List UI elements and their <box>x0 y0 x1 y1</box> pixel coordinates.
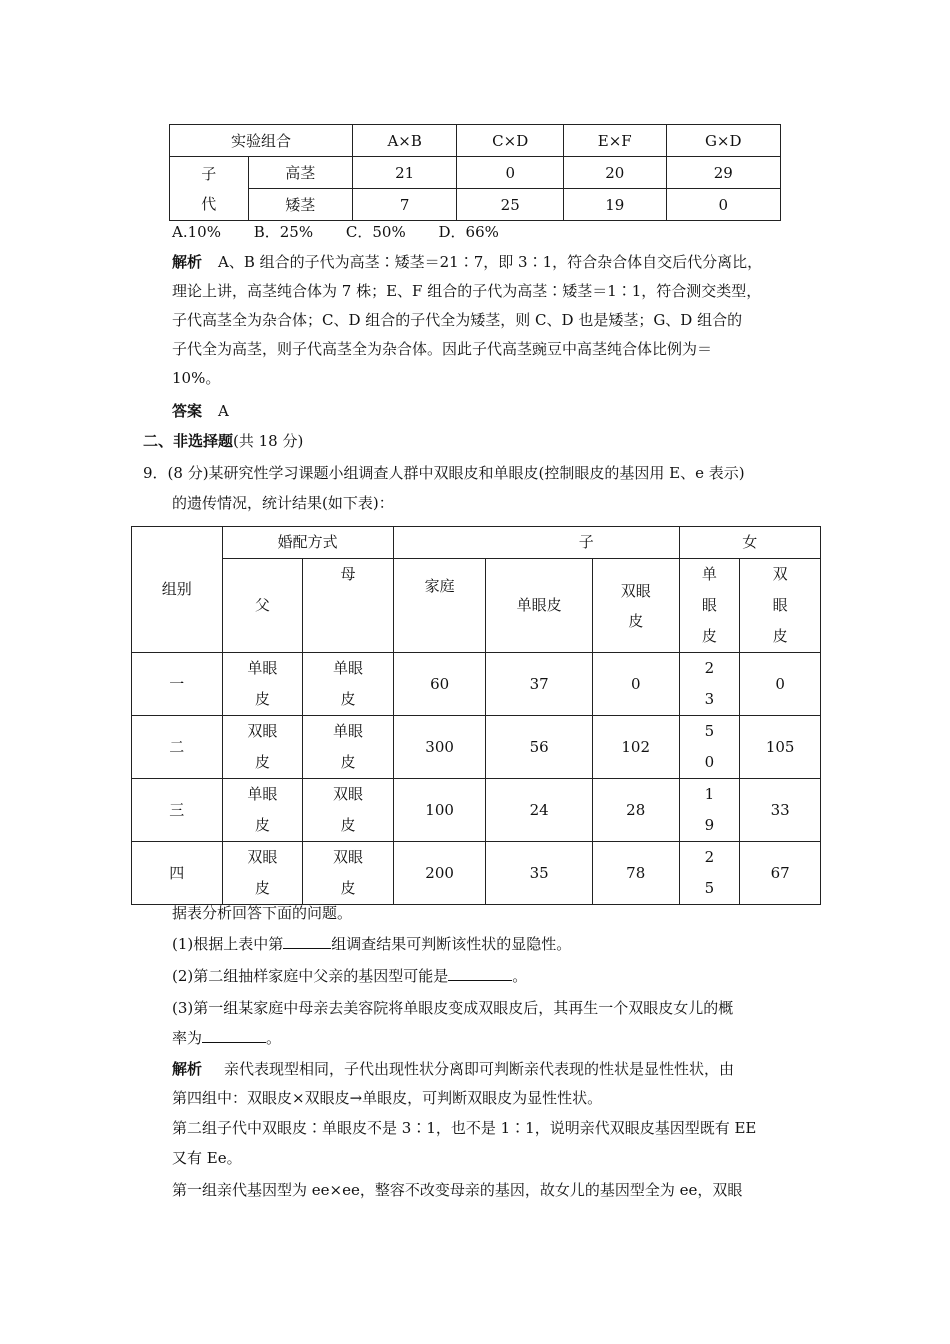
group-label-char: 代 <box>201 194 217 213</box>
header-female-single <box>679 559 740 653</box>
option-b: B．25% <box>253 223 314 241</box>
group-cell: 二 <box>132 716 223 779</box>
father-text: 双眼皮 <box>247 722 278 771</box>
answer-line <box>172 397 229 426</box>
family-cell: 60 <box>393 653 486 716</box>
analysis-text: A、B 组合的子代为高茎∶矮茎＝21∶7，即 3∶1，符合杂合体自交后代分离比， <box>218 253 763 271</box>
father-text: 单眼皮 <box>247 659 278 708</box>
group-label-char: 子 <box>201 164 217 183</box>
table-header-cell: A×B <box>352 125 457 157</box>
table-row <box>170 125 781 157</box>
mother-cell <box>303 653 394 716</box>
analysis-text: 亲代表现型相同，子代出现性状分离即可判断亲代表现的性状是显性性状，由 <box>224 1060 735 1078</box>
mother-text: 双眼皮 <box>333 785 364 834</box>
mother-cell <box>303 779 394 842</box>
table-header-cell: E×F <box>563 125 666 157</box>
analysis-line <box>172 248 822 277</box>
female-double-cell: 67 <box>740 842 821 905</box>
option-a: A.10% <box>172 223 221 241</box>
analysis-2-line1 <box>172 1055 734 1084</box>
female-single-cell <box>679 716 740 779</box>
group-cell: 一 <box>132 653 223 716</box>
group-label-cell <box>170 157 249 221</box>
question-2 <box>172 962 527 991</box>
mother-text: 单眼皮 <box>333 659 364 708</box>
header-child-text: 子 <box>578 533 594 551</box>
double-cell: 102 <box>592 716 679 779</box>
analysis-2-line3: 第二组子代中双眼皮∶单眼皮不是 3∶1，也不是 1∶1，说明亲代双眼皮基因型既有 EE <box>172 1119 757 1137</box>
female-single-text: 23 <box>704 659 715 708</box>
table-cell: 25 <box>457 189 564 221</box>
table-cell: 29 <box>666 157 781 189</box>
header-group: 组别 <box>132 527 223 653</box>
table-header-cell: 实验组合 <box>170 125 353 157</box>
question-3-line2 <box>172 1024 281 1053</box>
header-family: 家庭 <box>393 559 486 653</box>
section-title <box>143 427 303 456</box>
header-double-text: 双眼皮 <box>620 581 651 630</box>
section-title-text: 二、非选择题 <box>143 432 234 450</box>
father-cell <box>222 842 303 905</box>
experiment-table <box>169 124 781 221</box>
analysis-label: 解析 <box>172 253 203 271</box>
header-double <box>592 559 679 653</box>
table-row <box>170 157 781 189</box>
father-cell <box>222 653 303 716</box>
analysis-line: 10%。 <box>172 369 221 387</box>
single-cell: 24 <box>486 779 592 842</box>
group-cell: 四 <box>132 842 223 905</box>
double-cell: 28 <box>592 779 679 842</box>
table-header-cell: G×D <box>666 125 781 157</box>
double-cell: 0 <box>592 653 679 716</box>
table-cell: 0 <box>457 157 564 189</box>
table-cell: 7 <box>352 189 457 221</box>
header-child <box>393 527 679 559</box>
analysis-line: 理论上讲，高茎纯合体为 7 株；E、F 组合的子代为高茎∶矮茎＝1∶1，符合测交类型， <box>172 282 762 300</box>
row-label-cell: 矮茎 <box>248 189 352 221</box>
answer-blank[interactable] <box>202 1026 266 1043</box>
female-single-cell <box>679 842 740 905</box>
header-mating: 婚配方式 <box>222 527 393 559</box>
father-cell <box>222 716 303 779</box>
table-cell: 21 <box>352 157 457 189</box>
answer-label: 答案 <box>172 402 203 420</box>
single-cell: 35 <box>486 842 592 905</box>
table-row <box>132 779 821 842</box>
analysis-block-1 <box>172 248 822 393</box>
table-header-cell: C×D <box>457 125 564 157</box>
answer-blank[interactable] <box>283 932 331 949</box>
table-cell: 20 <box>563 157 666 189</box>
family-cell: 100 <box>393 779 486 842</box>
group-cell: 三 <box>132 779 223 842</box>
female-double-cell: 0 <box>740 653 821 716</box>
question-1-before: (1)根据上表中第 <box>172 935 284 953</box>
question-intro: 据表分析回答下面的问题。 <box>172 904 353 922</box>
single-cell: 37 <box>486 653 592 716</box>
question-3-line1: (3)第一组某家庭中母亲去美容院将单眼皮变成双眼皮后，其再生一个双眼皮女儿的概 <box>172 999 734 1017</box>
question-2-before: (2)第二组抽样家庭中父亲的基因型可能是 <box>172 967 449 985</box>
analysis-2-line2: 第四组中：双眼皮×双眼皮→单眼皮，可判断双眼皮为显性性状。 <box>172 1089 603 1107</box>
answer-value: A <box>218 402 229 420</box>
header-female-double-text: 双眼皮 <box>772 565 788 645</box>
table-row <box>132 559 821 653</box>
analysis-label: 解析 <box>172 1060 203 1078</box>
table-cell: 0 <box>666 189 781 221</box>
question-1 <box>172 930 571 959</box>
female-single-cell <box>679 779 740 842</box>
female-single-text: 50 <box>704 722 715 771</box>
answer-blank[interactable] <box>448 964 512 981</box>
mother-text: 双眼皮 <box>333 848 364 897</box>
question-3-before: 率为 <box>172 1029 203 1047</box>
analysis-2-line5: 第一组亲代基因型为 ee×ee，整容不改变母亲的基因，故女儿的基因型全为 ee，双眼 <box>172 1181 743 1199</box>
header-female: 女 <box>679 527 820 559</box>
option-c: C．50% <box>345 223 406 241</box>
mother-cell <box>303 842 394 905</box>
mother-text: 单眼皮 <box>333 722 364 771</box>
question-2-after: 。 <box>512 967 528 985</box>
row-label-cell: 高茎 <box>248 157 352 189</box>
question-1-after: 组调查结果可判断该性状的显隐性。 <box>331 935 572 953</box>
header-single: 单眼皮 <box>486 559 592 653</box>
question-9-line1: 9．(8 分)某研究性学习课题小组调查人群中双眼皮和单眼皮(控制眼皮的基因用 E、e 表示) <box>143 464 745 482</box>
analysis-2-line4: 又有 Ee。 <box>172 1149 242 1167</box>
single-cell: 56 <box>486 716 592 779</box>
father-text: 双眼皮 <box>247 848 278 897</box>
answer-options <box>172 218 499 247</box>
family-cell: 200 <box>393 842 486 905</box>
female-double-cell: 33 <box>740 779 821 842</box>
double-cell: 78 <box>592 842 679 905</box>
table-row <box>132 527 821 559</box>
analysis-line: 子代全为高茎，则子代高茎全为杂合体。因此子代高茎豌豆中高茎纯合体比例为＝ <box>172 340 713 358</box>
question-9-line2: 的遗传情况，统计结果(如下表)： <box>172 494 394 512</box>
father-cell <box>222 779 303 842</box>
family-cell: 300 <box>393 716 486 779</box>
female-single-text: 19 <box>704 785 715 834</box>
header-female-double <box>740 559 821 653</box>
header-female-single-text: 单眼皮 <box>701 565 717 645</box>
table-row <box>132 653 821 716</box>
survey-table <box>131 526 821 905</box>
header-father: 父 <box>222 559 303 653</box>
analysis-line: 子代高茎全为杂合体；C、D 组合的子代全为矮茎，则 C、D 也是矮茎；G、D 组合的 <box>172 311 743 329</box>
section-title-suffix: (共 18 分) <box>233 432 304 450</box>
table-row <box>132 716 821 779</box>
option-d: D．66% <box>438 223 499 241</box>
female-single-text: 25 <box>704 848 715 897</box>
mother-cell <box>303 716 394 779</box>
female-single-cell <box>679 653 740 716</box>
table-row <box>132 842 821 905</box>
female-double-cell: 105 <box>740 716 821 779</box>
table-row <box>170 189 781 221</box>
father-text: 单眼皮 <box>247 785 278 834</box>
question-3-after: 。 <box>266 1029 282 1047</box>
table-cell: 19 <box>563 189 666 221</box>
header-mother: 母 <box>303 559 394 653</box>
